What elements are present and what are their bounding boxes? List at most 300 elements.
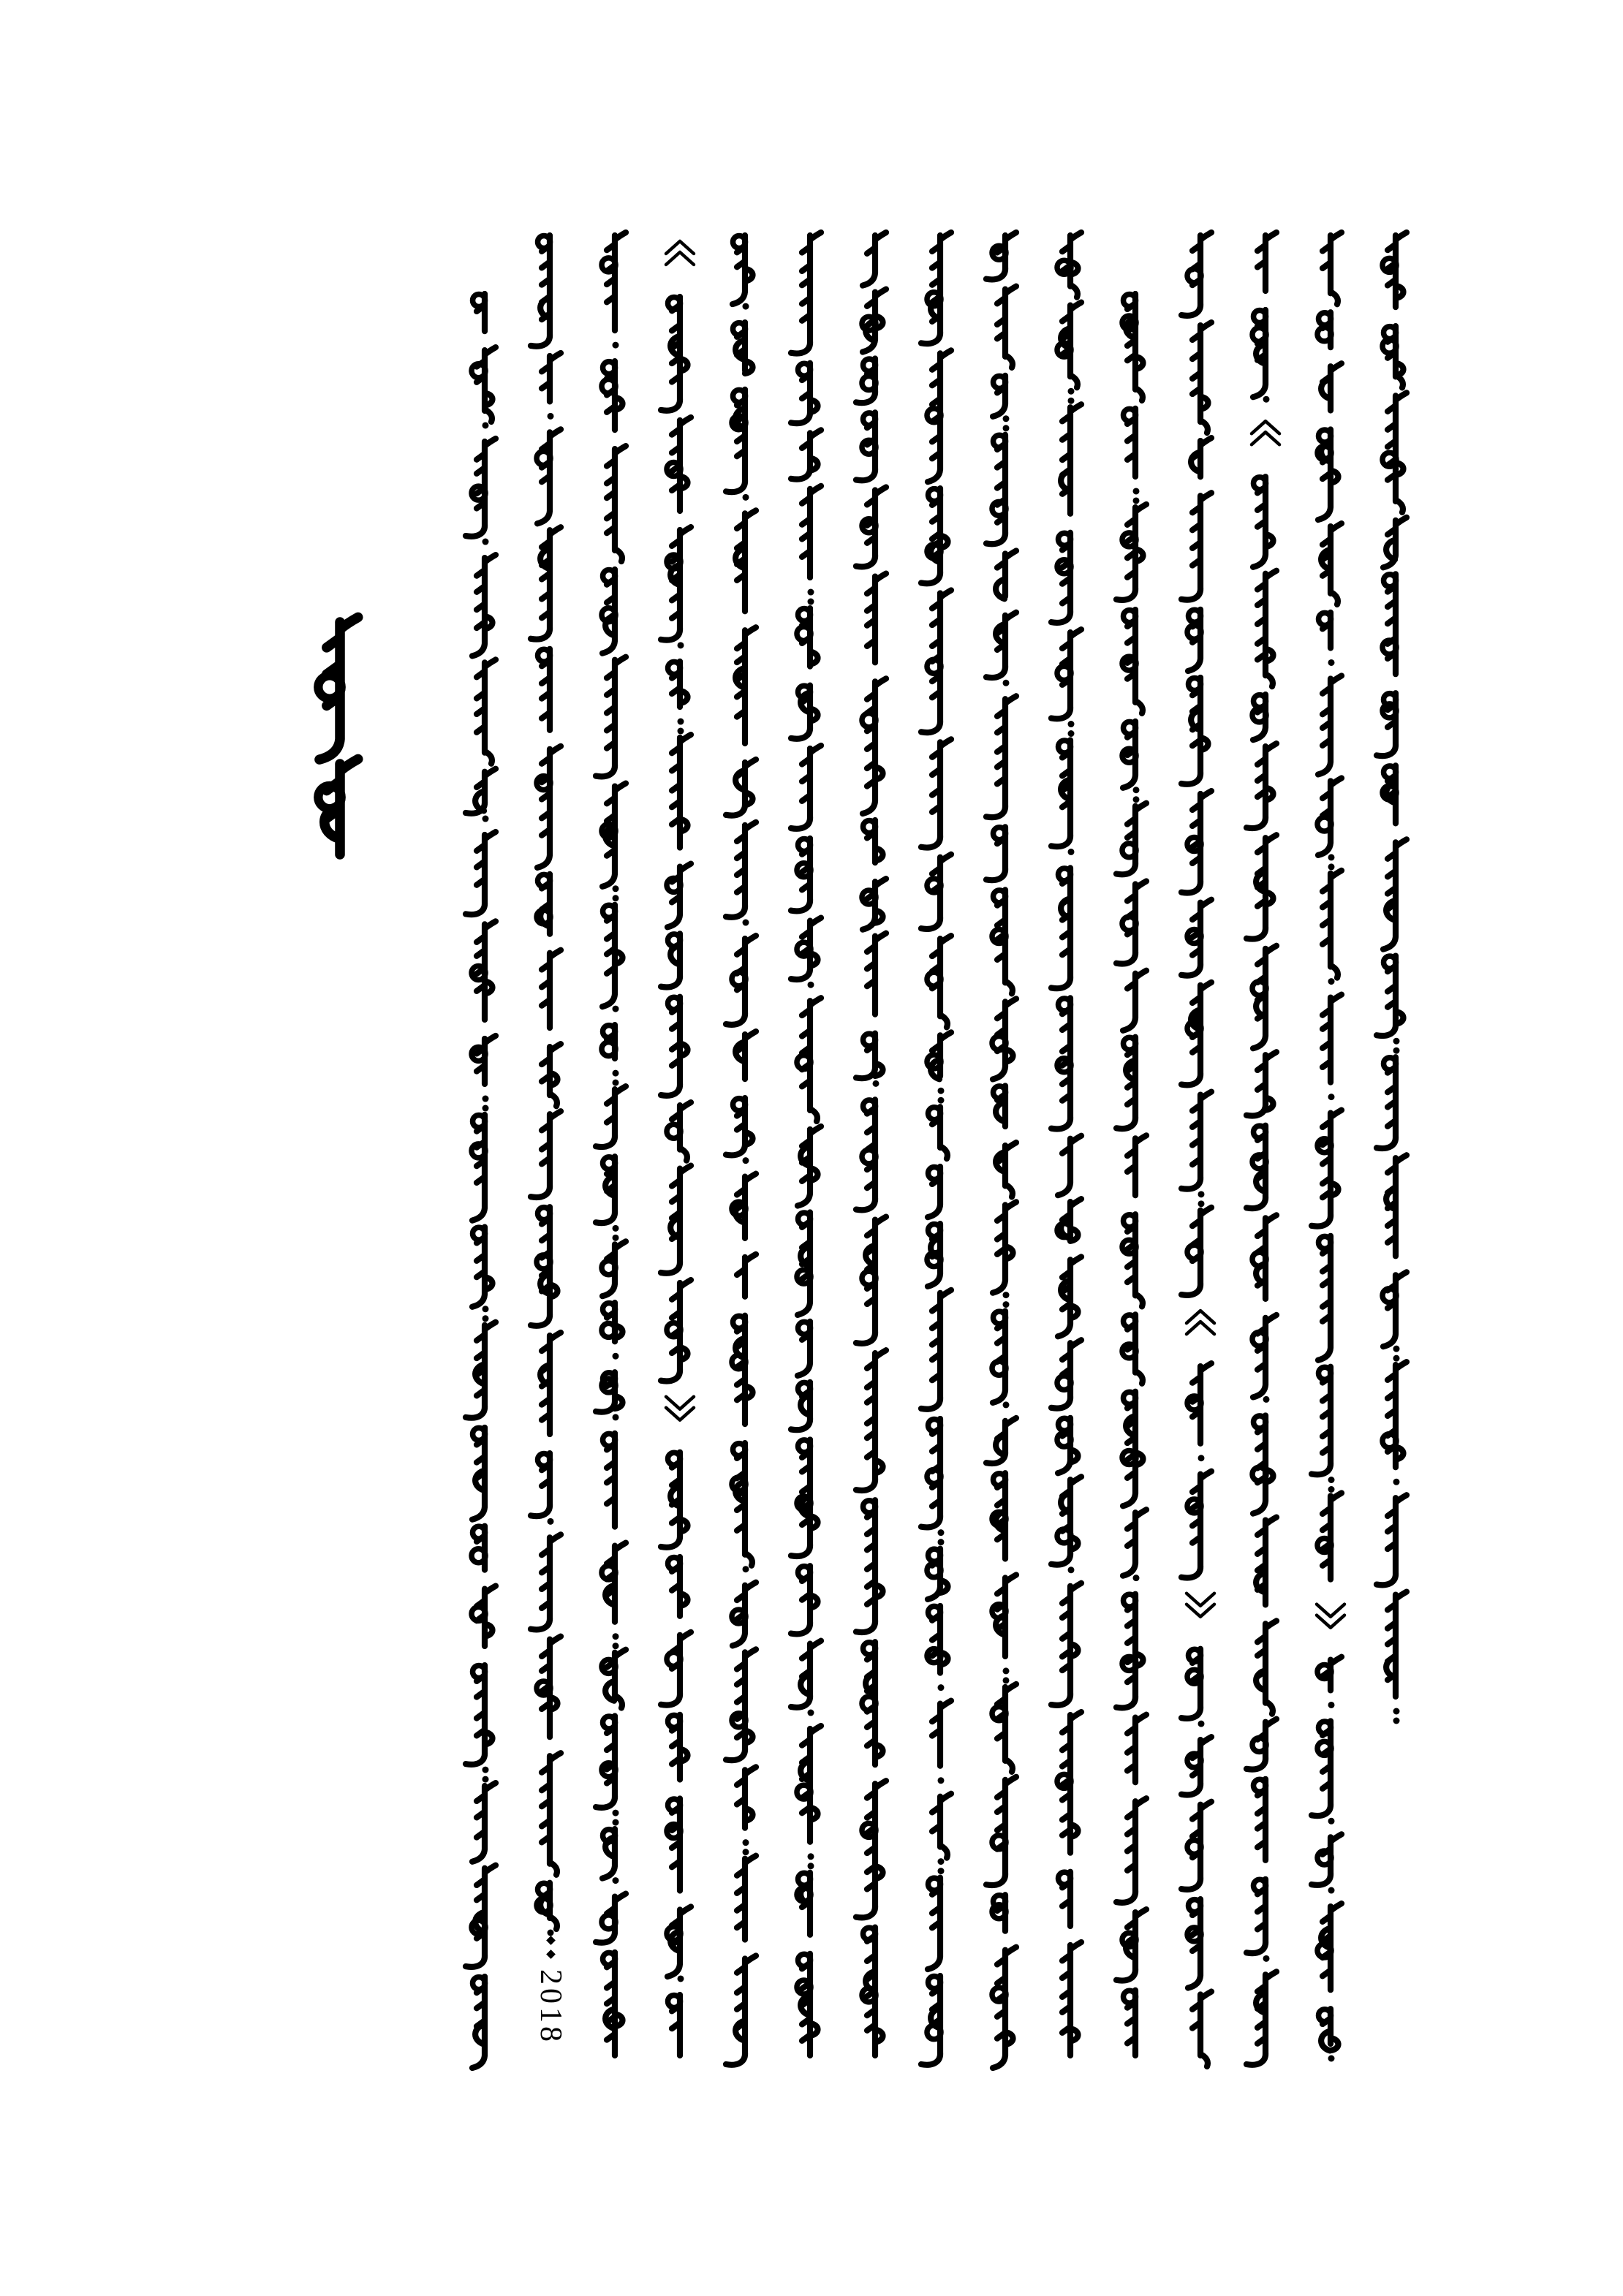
mongolian-word [661,527,691,640]
mongolian-word [477,659,496,763]
mongolian-word [921,590,951,732]
mongolian-word [863,232,886,286]
dot-icon [546,1936,556,1945]
mongolian-word [932,1107,947,1159]
mongolian-word [1257,232,1276,291]
mongolian-word [477,294,485,331]
mongolian-word [1051,998,1070,1129]
punctuation-dot [483,1306,489,1312]
quotation-close-icon [666,1397,694,1420]
mongolian-word [466,1665,493,1765]
mongolian-word [1191,438,1211,477]
punctuation-dot [1263,1396,1270,1403]
punctuation-dot [938,1858,945,1865]
mongolian-word [1058,1136,1081,1195]
mongolian-word [993,1947,1016,2068]
punctuation-dot [1328,1702,1335,1708]
punctuation-dot [1198,1191,1205,1197]
mongolian-word [986,613,1016,678]
punctuation-dot [483,1767,489,1773]
mongolian-word [661,1452,688,1547]
mongolian-word [856,1099,875,1210]
punctuation-dot [678,1975,684,1982]
mongolian-word [1051,1340,1081,1408]
mongolian-word [1126,294,1143,401]
mongolian-word [542,1637,561,1738]
mongolian-word [1123,971,1146,1031]
mongolian-word [472,1115,485,1221]
mongolian-word [1256,1215,1276,1299]
mongolian-word [1388,232,1407,307]
mongolian-word [802,608,818,667]
mongolian-word [672,1995,680,2056]
mongolian-word [1127,610,1143,713]
punctuation-dot [1133,488,1140,494]
mongolian-word [661,1632,691,1705]
punctuation-dot [1003,680,1010,686]
punctuation-dot [483,816,489,822]
mongolian-word [1323,1657,1342,1691]
mongolian-word [672,1715,688,1780]
mongolian-word [735,1031,756,1079]
mongolian-word [602,905,623,1007]
text-column [982,235,1029,2056]
punctuation-dot [1328,2056,1335,2062]
mongolian-word [996,1143,1016,1197]
mongolian-word [661,1166,691,1273]
mongolian-word [1323,232,1342,304]
mongolian-word [932,1794,951,1858]
punctuation-dot [938,1684,945,1691]
text-column [657,235,703,2056]
punctuation-dot [483,1315,489,1322]
punctuation-dot [1393,1047,1400,1054]
mongolian-word [607,232,626,330]
punctuation-dot [1003,1401,1010,1408]
punctuation-dot [1393,1346,1400,1352]
mongolian-word [667,864,691,928]
mongolian-word [672,662,688,707]
mongolian-word [661,997,688,1096]
punctuation-dot [938,1088,945,1094]
mongolian-word [735,1174,756,1238]
punctuation-dot [613,1414,619,1420]
mongolian-word [856,1350,886,1490]
punctuation-dot [678,642,684,648]
mongolian-word [672,1557,688,1616]
mongolian-word [672,1102,691,1161]
mongolian-word [863,678,886,814]
mongolian-word [802,486,821,577]
mongolian-word [1116,803,1146,875]
punctuation-dot [938,1539,945,1545]
punctuation-dot [613,1643,619,1649]
punctuation-dot [1263,396,1270,403]
punctuation-dot [1393,1355,1400,1362]
mongolian-word [1181,1092,1211,1189]
mongolian-word [537,746,561,868]
mongolian-word [607,446,626,561]
punctuation-dot [1198,1455,1205,1461]
mongolian-word [605,1543,626,1622]
punctuation-dot [1393,1479,1400,1485]
punctuation-dot [483,1776,489,1783]
mongolian-fullstop-icon [548,1937,554,1958]
mongolian-word [866,1928,882,2056]
mongolian-word [726,822,756,917]
mongolian-word [867,820,883,863]
mongolian-word [791,363,818,423]
mongolian-word [596,657,626,777]
mongolian-word [1127,1135,1146,1195]
mongolian-word [1253,946,1276,1048]
punctuation-dot [1068,849,1075,855]
mongolian-word [1051,740,1070,847]
mongolian-word [1257,571,1276,686]
mongolian-word [477,921,496,1020]
mongolian-word [921,232,951,344]
mongolian-word [1383,518,1407,567]
punctuation-dot [678,728,684,735]
year-label-block [531,1937,570,2056]
mongolian-word [996,1473,1005,1558]
mongolian-word [791,1641,821,1708]
mongolian-word [477,347,496,422]
punctuation-dot [743,1849,749,1855]
punctuation-dot [548,1518,554,1525]
mongolian-word [1062,1942,1081,2056]
mongolian-word [1383,1272,1407,1346]
mongolian-word [1062,232,1081,298]
mongolian-word [531,235,550,346]
punctuation-dot [808,982,814,988]
mongolian-word [1312,1110,1342,1227]
mongolian-word [921,739,951,847]
mongolian-word [726,1955,756,2064]
text-column [722,235,768,2056]
mongolian-word [1192,1363,1211,1444]
mongolian-word [602,1241,626,1296]
punctuation-dot [808,589,814,596]
punctuation-dot [1328,659,1335,666]
mongolian-word [791,686,818,739]
mongolian-word [737,1767,756,1827]
mongolian-word [996,550,1016,599]
mongolian-word [1377,1495,1407,1585]
punctuation-dot [1133,796,1140,803]
mongolian-word [1116,1594,1143,1708]
text-column [1112,294,1159,2056]
mongolian-word [1318,778,1342,855]
mongolian-word [1318,1236,1331,1360]
mongolian-word [1386,1592,1407,1697]
punctuation-dot [1328,1094,1335,1100]
punctuation-dot [938,1529,945,1536]
quotation-open-icon [1187,1311,1214,1334]
mongolian-word [928,350,951,482]
mongolian-word [1246,743,1276,828]
punctuation-dot [483,1096,489,1102]
mongolian-word [856,1781,886,1917]
text-column [526,235,573,1930]
text-column [1372,235,1419,1708]
punctuation-dot [1068,721,1075,727]
mongolian-word [1127,1314,1143,1383]
mongolian-word [1058,1257,1081,1336]
mongolian-word [791,1439,818,1556]
mongolian-word [1051,1477,1081,1564]
punctuation-dot [613,342,619,349]
mongolian-word [477,1586,496,1646]
mongolian-word [1253,1315,1276,1398]
mongolian-word [1181,678,1208,784]
mongolian-word [791,1566,818,1634]
mongolian-word [1181,982,1211,1086]
mongolian-word [1246,1971,1276,2064]
mongolian-word [1386,1155,1407,1256]
mongolian-word [1256,1518,1276,1605]
mongolian-word [466,1322,496,1418]
mongolian-word [921,855,951,929]
mongolian-word [537,429,561,523]
punctuation-dot [1003,415,1010,422]
mongolian-word [726,1098,753,1155]
mongolian-word [672,735,691,847]
text-column [787,235,833,2056]
mongolian-word [1323,995,1342,1083]
punctuation-dot [1328,1818,1335,1825]
mongolian-word [531,1111,561,1197]
mongolian-word [791,430,821,479]
punctuation-dot [1068,398,1075,404]
mongolian-word [726,1649,756,1760]
mongolian-word [1127,1214,1143,1306]
punctuation-dot [613,1070,619,1077]
mongolian-word [1192,1992,1211,2066]
punctuation-dot [1198,1721,1205,1727]
mongolian-word [1051,1583,1081,1705]
punctuation-dot [613,1877,619,1884]
mongolian-word [466,769,496,814]
mongolian-word [997,1895,1005,1931]
text-column [917,235,964,2056]
text-column [1307,235,1354,2056]
punctuation-dot [938,1868,945,1874]
mongolian-word [986,1418,1016,1463]
mongolian-word [1323,871,1342,978]
dot-icon [546,1950,556,1959]
punctuation-dot [613,885,619,892]
mongolian-word [735,627,756,743]
mongolian-word [791,232,821,354]
mongolian-word [1061,404,1081,514]
punctuation-dot [1198,1200,1205,1207]
punctuation-dot [808,1710,814,1716]
mongolian-word [921,488,948,583]
punctuation-dot [1003,1301,1010,1308]
year-label: 2018 [534,1969,567,2045]
mongolian-word [531,1534,561,1629]
mongolian-word [466,439,496,537]
punctuation-dot [808,599,814,605]
text-column [1047,235,1094,2056]
mongolian-word [1388,326,1404,387]
mongolian-word [1323,613,1331,648]
mongolian-word [1257,1779,1266,1860]
mongolian-word [802,998,821,1121]
mongolian-word [542,1753,561,1875]
text-column [591,235,638,2056]
punctuation-dot [613,1235,619,1241]
mongolian-word [540,1333,561,1434]
mongolian-word [1062,1872,1070,1926]
text-column [1242,235,1289,2056]
quotation-close-icon [1187,1594,1214,1617]
mongolian-word [1192,322,1211,433]
mongolian-word [1321,363,1342,410]
punctuation-dot [1328,1486,1335,1493]
punctuation-dot [1393,1038,1400,1045]
mongolian-word [1383,839,1407,949]
punctuation-dot [678,719,684,725]
mongolian-word [735,322,752,374]
mongolian-word [542,950,561,1028]
punctuation-dot [613,1225,619,1232]
mongolian-word [596,1086,626,1147]
mongolian-word [1321,523,1342,605]
mongolian-word [735,510,756,611]
mongolian-word [540,874,550,934]
punctuation-dot [1133,787,1140,793]
mongolian-word [1061,1199,1081,1241]
punctuation-dot [1068,388,1075,395]
mongolian-word [1377,956,1404,1036]
mongolian-word [472,1783,496,1862]
mongolian-word [798,1213,810,1315]
mongolian-word [1246,1052,1276,1115]
mongolian-word [986,1777,1016,1885]
mongolian-word [1181,1471,1211,1578]
punctuation-dot [743,920,749,926]
mongolian-word [737,1254,756,1297]
mongolian-word [1386,765,1396,823]
quotation-open-icon [1252,421,1279,444]
text-column [852,235,898,2056]
mongolian-word [542,353,561,401]
quotation-close-icon [1317,1604,1344,1628]
mongolian-word [1321,2009,1338,2050]
punctuation-dot [1003,1292,1010,1298]
punctuation-dot [483,1105,489,1112]
punctuation-dot [483,539,489,545]
punctuation-dot [1328,978,1335,985]
mongolian-word [1312,1367,1331,1475]
mongolian-word [932,1701,951,1766]
mongolian-word [997,287,1016,368]
punctuation-dot [1068,1566,1075,1573]
punctuation-dot [743,1566,749,1572]
punctuation-dot [873,1080,879,1087]
mongolian-word [921,1419,940,1527]
mongolian-word [1388,574,1396,674]
mongolian-word [1253,477,1274,567]
punctuation-dot [808,1863,814,1869]
punctuation-dot [938,1097,945,1104]
text-column [1177,235,1224,2056]
mongolian-word [1312,1721,1331,1816]
punctuation-dot [1003,1677,1010,1683]
mongolian-word [1127,1715,1146,1783]
mongolian-word [737,1856,756,1940]
punctuation-dot [1393,1708,1400,1715]
mongolian-word [798,1126,821,1206]
punctuation-dot [1003,425,1010,431]
mongolian-word [726,759,756,816]
punctuation-dot [613,1006,619,1012]
punctuation-dot [613,895,619,901]
mongolian-word [542,1044,561,1106]
mongolian-word [735,1443,752,1566]
mongolian-word [856,1034,883,1079]
punctuation-dot [613,1633,619,1640]
punctuation-dot [1068,730,1075,737]
mongolian-word [607,1433,615,1527]
mongolian-word [1181,493,1211,599]
mongolian-word [1321,1903,1342,1990]
mongolian-word [1116,1798,1146,1903]
mongolian-word [1377,1057,1396,1148]
mongolian-word [602,784,626,887]
punctuation-dot [613,1080,619,1086]
punctuation-dot [808,1853,814,1860]
punctuation-dot [613,1353,619,1360]
mongolian-word [866,1642,882,1765]
mongolian-word [996,1086,1005,1126]
mongolian-word [801,1954,817,2056]
mongolian-word [667,1906,691,1976]
mongolian-word [1253,1415,1274,1513]
mongolian-word [726,390,745,492]
mongolian-word [733,1583,756,1646]
mongolian-word [932,936,951,1027]
mongolian-word [466,832,496,914]
mongolian-word [863,289,886,352]
punctuation-dot [1393,1718,1400,1724]
mongolian-word [791,746,821,829]
punctuation-dot [1328,863,1335,870]
punctuation-dot [483,422,489,428]
mongolian-word [921,1290,951,1409]
punctuation-dot [1263,1955,1270,1962]
mongolian-word [1051,868,1070,988]
mongolian-word [986,696,1016,817]
punctuation-dot [613,1819,619,1826]
mongolian-word [605,1952,622,2056]
punctuation-dot [548,413,554,420]
mongolian-word [735,1316,752,1424]
punctuation-dot [1133,497,1140,504]
mongolian-word [540,1883,557,1929]
punctuation-dot [1328,1887,1335,1894]
mongolian-word [1246,835,1276,939]
mongolian-word [993,1202,1016,1292]
punctuation-dot [1328,854,1335,860]
mongolian-word [1256,1621,1276,1713]
mongolian-word [1116,1909,1146,1980]
mongolian-word [1388,1362,1407,1467]
mongolian-word [867,574,886,663]
punctuation-dot [1328,1477,1335,1483]
